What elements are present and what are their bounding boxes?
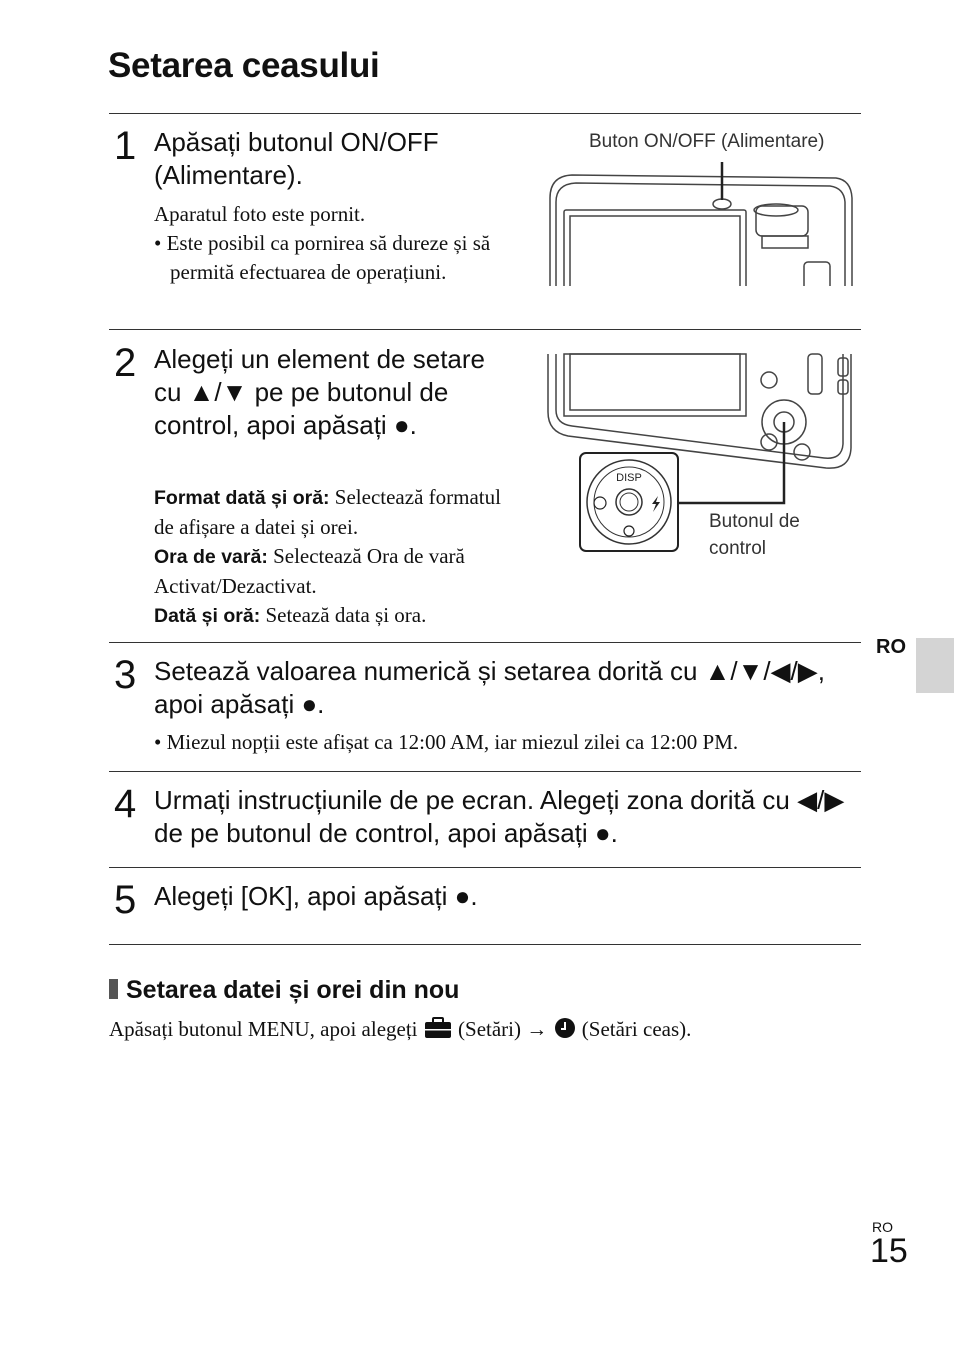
step-items (154, 483, 514, 631)
divider (109, 329, 861, 330)
step-number: 2 (114, 341, 137, 385)
step-heading: Setează valoarea numerică și setarea dorită cu ▲/▼/◀/▶, apoi apăsați ●. (154, 656, 825, 719)
step-body (154, 200, 524, 287)
item-label: Dată și oră: (154, 605, 261, 627)
divider (109, 642, 861, 643)
instruction-text: Apăsați butonul MENU, apoi alegeți (109, 1017, 418, 1041)
step-heading: Alegeți un element de setare cu ▲/▼ pe pe butonul de control, apoi apăsați ●. (154, 344, 485, 440)
side-tab (916, 638, 954, 693)
step-number: 3 (114, 653, 137, 697)
step-heading: Urmați instrucțiunile de pe ecran. Alegeți zona dorită cu ◀/▶ de pe butonul de control, apoi apăsați ●. (154, 785, 845, 848)
item-text: Selectează formatul de afișare a datei și orei. (154, 485, 501, 539)
clock-icon (553, 1016, 577, 1040)
step-bullet: • Miezul nopții este afișat ca 12:00 AM, iar miezul zilei ca 12:00 PM. (154, 730, 739, 754)
item-text: Selectează Ora de vară Activat/Dezactivat. (154, 544, 465, 598)
step-number: 1 (114, 124, 137, 168)
item-date-format (154, 483, 514, 542)
page-number: 15 (870, 1232, 908, 1270)
step-number: 4 (114, 782, 137, 826)
item-label: Format dată și oră: (154, 487, 330, 509)
figure-caption: Buton ON/OFF (Alimentare) (589, 131, 825, 152)
disp-label: DISP (616, 472, 642, 484)
item-date-time (154, 601, 514, 631)
divider (109, 944, 861, 945)
item-summer-time (154, 542, 514, 601)
item-text: Setează data și ora. (260, 603, 427, 627)
divider (109, 867, 861, 868)
clock-settings-label: (Setări ceas). (581, 1017, 692, 1041)
step-text: Aparatul foto este pornit. (154, 202, 366, 226)
side-tab-label: RO (876, 636, 906, 658)
page-title: Setarea ceasului (108, 46, 380, 85)
settings-label: (Setări) (458, 1017, 522, 1041)
arrow: → (526, 1017, 548, 1041)
step-bullet: • Este posibil ca pornirea să dureze și să permită efectuarea de operațiuni. (154, 231, 491, 284)
step-heading: Alegeți [OK], apoi apăsați ●. (154, 881, 478, 911)
divider (109, 771, 861, 772)
section-heading: Setarea datei și orei din nou (109, 976, 459, 1005)
toolbox-icon (423, 1016, 453, 1040)
step-heading: Apăsați butonul ON/OFF (Alimentare). (154, 127, 439, 190)
footer-language: RO (872, 1219, 893, 1235)
item-label: Ora de vară: (154, 546, 268, 568)
reset-instructions (109, 1014, 691, 1044)
divider (109, 113, 861, 114)
section-marker (109, 979, 118, 999)
step-number: 5 (114, 878, 137, 922)
figure-caption: Butonul de control (709, 511, 800, 559)
camera-top-illustration (546, 158, 856, 288)
